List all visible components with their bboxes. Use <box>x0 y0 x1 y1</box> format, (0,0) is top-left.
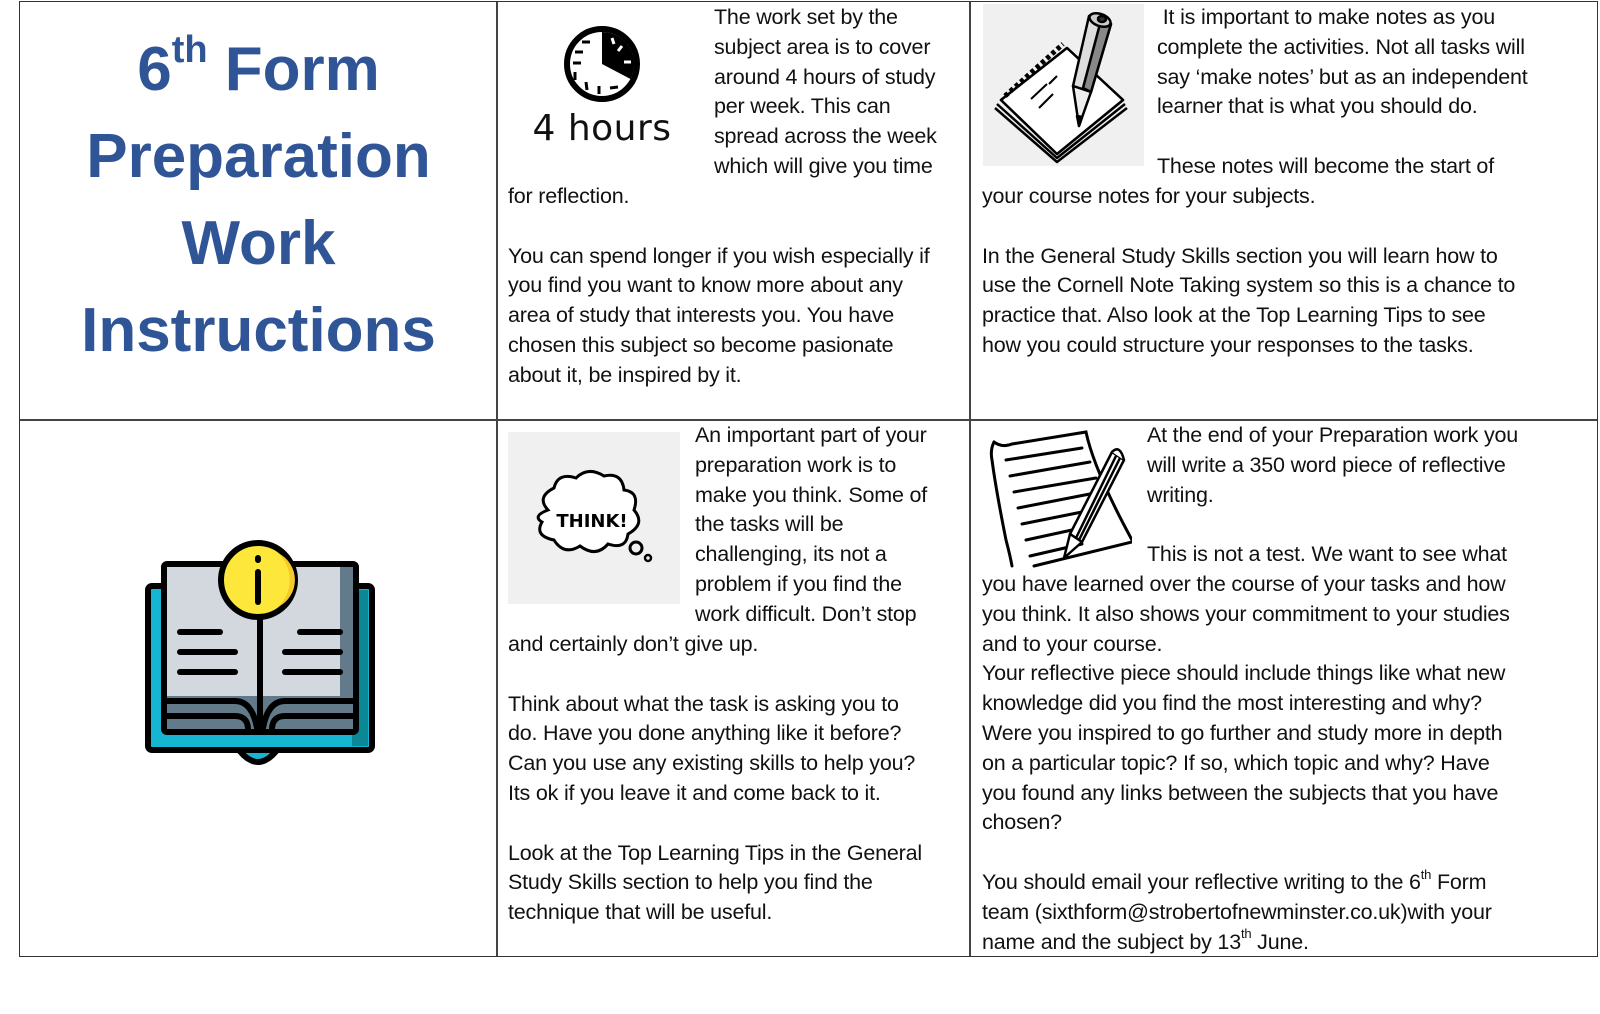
text-line: the tasks will be <box>695 512 844 537</box>
email-line-1: You should email your reflective writing to the 6th Form <box>982 866 1487 894</box>
paper-pencil-image <box>982 430 1132 568</box>
text-line: and to your course. <box>982 631 1163 656</box>
text-line: you think. It also shows your commitment to your studies <box>982 601 1510 626</box>
notepad-image <box>983 4 1144 166</box>
text-line: Its ok if you leave it and come back to it. <box>508 780 881 805</box>
think-body-text <box>508 630 963 928</box>
text-line: Study Skills section to help you find the <box>508 870 873 895</box>
text-line: per week. This can <box>714 94 891 119</box>
text-line: Can you use any existing skills to help you? <box>508 751 916 776</box>
text-line: This is not a test. We want to see what <box>1147 542 1507 567</box>
text-line: around 4 hours of study <box>714 64 936 89</box>
text-line: you have learned over the course of your tasks and how <box>982 572 1506 596</box>
text-line: make you think. Some of <box>695 482 928 507</box>
text-line: challenging, its not a <box>695 542 887 567</box>
svg-text:THINK!: THINK! <box>556 511 628 532</box>
info-book-image <box>140 538 380 773</box>
reflective-body-text <box>982 570 1597 957</box>
title-line-2: Preparation <box>86 122 431 191</box>
text-line: writing. <box>1147 482 1214 507</box>
text-line: These notes will become the start of <box>1157 153 1494 178</box>
text-line: Were you inspired to go further and study more in depth <box>982 720 1503 745</box>
think-image <box>508 432 680 604</box>
hours-label: 4 hours <box>532 108 672 149</box>
page-title <box>20 26 497 374</box>
text-line: An important part of your <box>695 423 927 447</box>
text-line: you find you want to know more about any <box>508 273 903 298</box>
text-line: will write a 350 word piece of reflective <box>1147 452 1506 477</box>
email-line-2: team (sixthform@strobertofnewminster.co.uk)with your <box>982 899 1492 924</box>
text-line: you found any links between the subjects that you have <box>982 780 1499 805</box>
text-line: spread across the week <box>714 124 937 149</box>
text-line: preparation work is to <box>695 452 897 477</box>
text-line: on a particular topic? If so, which topic and why? Have <box>982 750 1490 775</box>
title-line-3: Work <box>181 209 336 278</box>
email-line-3: name and the subject by 13th June. <box>982 926 1309 954</box>
text-line: In the General Study Skills section you will learn how to <box>982 243 1498 268</box>
text-line: for reflection. <box>508 184 630 208</box>
text-line: which will give you time <box>714 153 933 178</box>
text-line: and certainly don’t give up. <box>508 632 759 656</box>
text-line: say ‘make notes’ but as an independent <box>1157 64 1528 89</box>
reflective-intro-text <box>1147 421 1595 570</box>
text-line: Your reflective piece should include things like what new <box>982 661 1506 686</box>
think-intro-text <box>695 421 965 630</box>
text-line: Think about what the task is asking you to <box>508 691 899 716</box>
title-line-1: 6th Form <box>137 29 380 104</box>
text-line: technique that will be useful. <box>508 900 773 925</box>
text-line: your course notes for your subjects. <box>982 184 1316 208</box>
paper-pencil-icon <box>982 430 1132 568</box>
book-info-icon <box>140 538 380 773</box>
clock-badge <box>507 14 697 149</box>
text-line: about it, be inspired by it. <box>508 362 742 387</box>
time-body-text <box>508 182 963 391</box>
text-line: problem if you find the <box>695 571 902 596</box>
text-line: chosen? <box>982 810 1062 835</box>
text-line: learner that is what you should do. <box>1157 94 1478 119</box>
text-line: knowledge did you find the most interesting and why? <box>982 691 1482 716</box>
text-line: At the end of your Preparation work you <box>1147 423 1519 447</box>
text-line: complete the activities. Not all tasks will <box>1157 34 1525 59</box>
text-line: practice that. Also look at the Top Learning Tips to see <box>982 303 1486 328</box>
text-line: area of study that interests you. You have <box>508 303 895 328</box>
notes-intro-text <box>1157 3 1597 182</box>
text-line: do. Have you done anything like it before? <box>508 721 902 746</box>
column-divider <box>969 2 971 956</box>
text-line: The work set by the <box>714 5 898 29</box>
text-line: how you could structure your responses to the tasks. <box>982 332 1474 357</box>
notepad-pencil-icon <box>983 4 1144 166</box>
text-line: subject area is to cover <box>714 34 931 59</box>
notes-body-text <box>982 182 1592 361</box>
text-line: Look at the Top Learning Tips in the General <box>508 840 922 865</box>
title-line-4: Instructions <box>81 296 436 365</box>
text-line: It is important to make notes as you <box>1157 5 1495 29</box>
text-line: work difficult. Don’t stop <box>695 601 917 626</box>
text-line: use the Cornell Note Taking system so this is a chance to <box>982 273 1516 298</box>
text-line: chosen this subject so become pasionate <box>508 332 894 357</box>
text-line: You can spend longer if you wish especially if <box>508 243 930 268</box>
clock-icon <box>562 24 642 104</box>
think-cloud-icon <box>508 432 680 604</box>
time-intro-text <box>714 3 964 182</box>
